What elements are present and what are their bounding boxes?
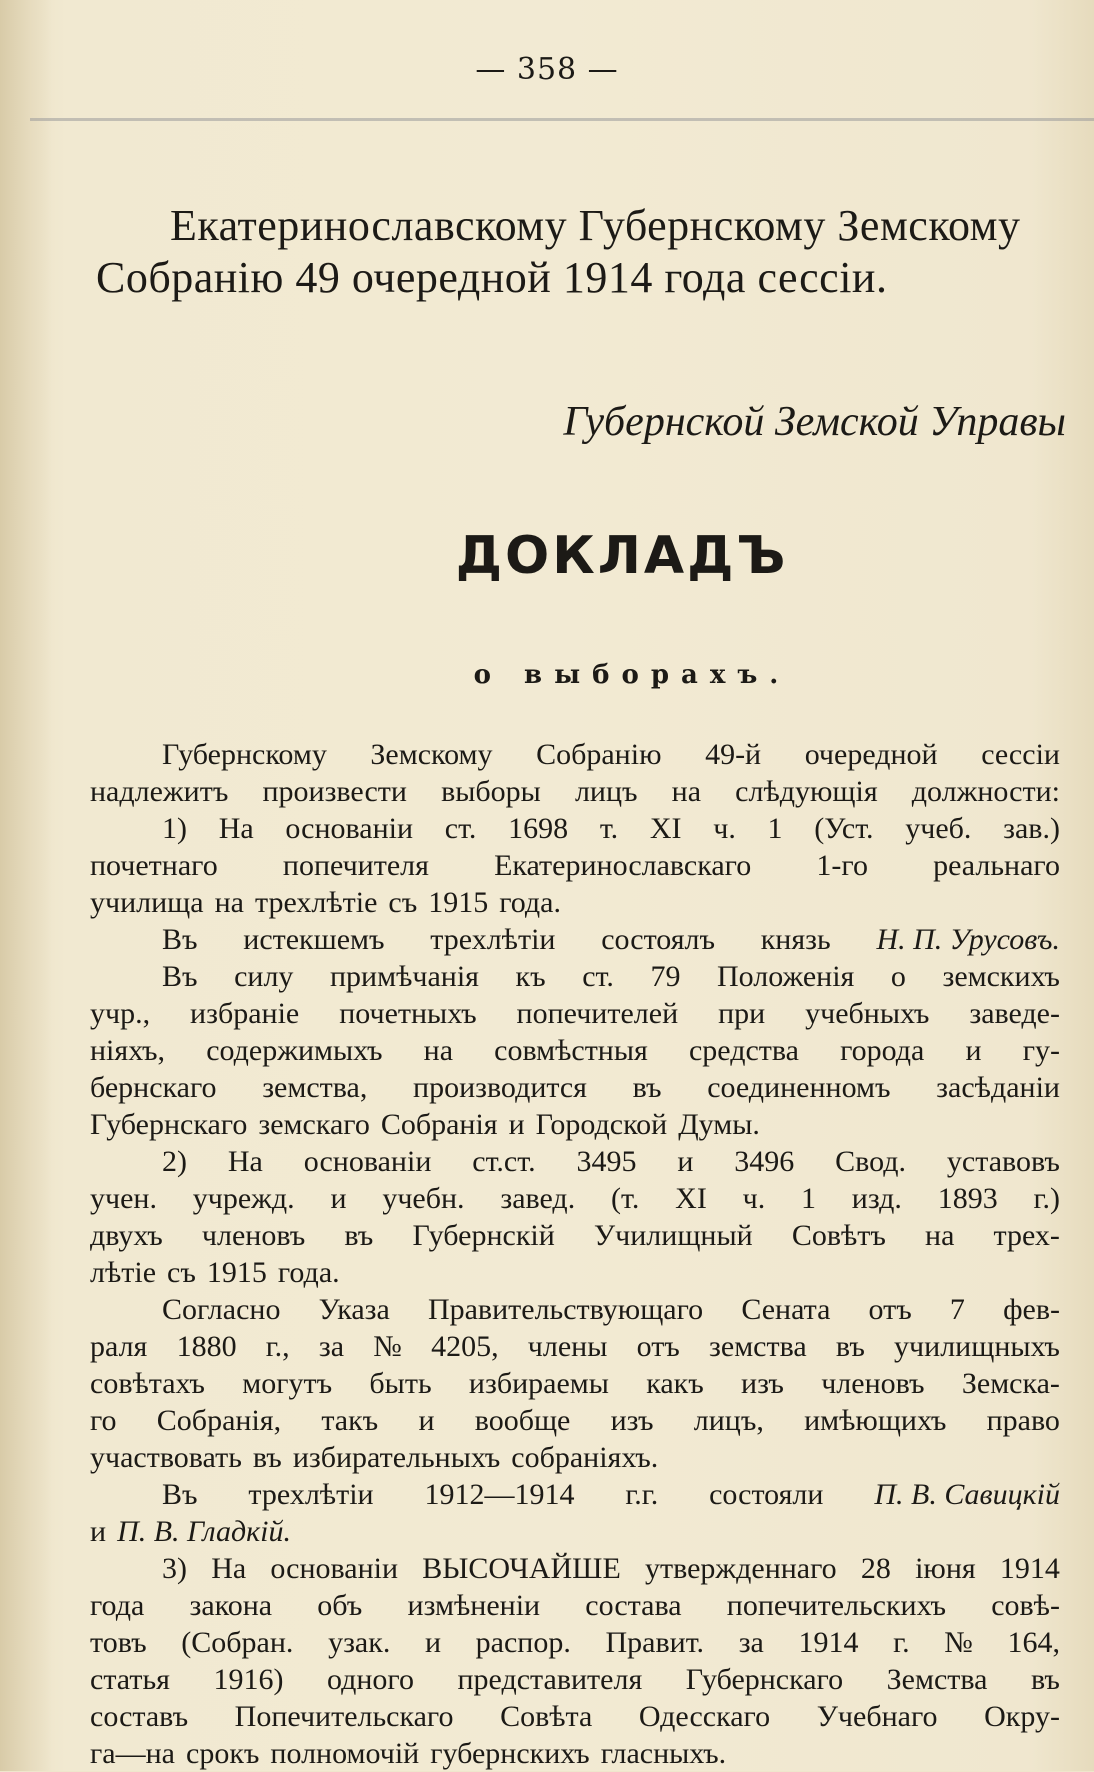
word: ст. bbox=[444, 812, 477, 845]
word: Положенія bbox=[717, 960, 855, 993]
word: составъ bbox=[90, 1700, 189, 1733]
word: изъ bbox=[741, 1367, 784, 1400]
page-left-edge bbox=[0, 0, 52, 1771]
word: На bbox=[211, 1552, 247, 1585]
text-line bbox=[90, 1624, 1060, 1661]
word: г., bbox=[265, 1330, 290, 1363]
word: 1) bbox=[162, 812, 187, 845]
word: 7 bbox=[949, 1293, 965, 1326]
word: къ bbox=[515, 960, 546, 993]
word: силу bbox=[234, 960, 294, 993]
document-subtitle: о выборахъ. bbox=[473, 660, 791, 690]
word: земскаго bbox=[258, 1108, 370, 1141]
word: съ bbox=[388, 886, 418, 919]
word: собраніяхъ. bbox=[511, 1441, 659, 1474]
word: (т. bbox=[611, 1182, 640, 1215]
word: ніяхъ, bbox=[90, 1034, 166, 1067]
word: т. bbox=[599, 812, 619, 845]
text-line bbox=[90, 1661, 1060, 1698]
word: представителя bbox=[457, 1663, 643, 1696]
word: закона bbox=[189, 1589, 273, 1622]
text-line bbox=[90, 1180, 1060, 1217]
word: имѣющихъ bbox=[804, 1404, 947, 1437]
top-rule bbox=[30, 118, 1094, 121]
word: земскихъ bbox=[942, 960, 1060, 993]
text-line bbox=[90, 1513, 1060, 1550]
word: трехлѣтіи bbox=[248, 1478, 374, 1511]
word: лѣтіе bbox=[90, 1256, 157, 1289]
word: гласныхъ. bbox=[600, 1737, 727, 1770]
word: попечителей bbox=[516, 997, 679, 1030]
word: слѣдующія bbox=[735, 775, 878, 808]
document-title: ДОКЛАДЪ bbox=[455, 526, 789, 586]
word: 1914 bbox=[798, 1626, 859, 1659]
word: Учебнаго bbox=[816, 1700, 938, 1733]
word: 164, bbox=[1007, 1626, 1060, 1659]
text-line bbox=[90, 1476, 1060, 1513]
word: могутъ bbox=[242, 1367, 333, 1400]
word: Губернскаго bbox=[90, 1108, 248, 1141]
text-line bbox=[90, 1550, 1060, 1587]
word: города bbox=[840, 1034, 925, 1067]
word: бернскаго bbox=[90, 1071, 217, 1104]
word: почетныхъ bbox=[339, 997, 477, 1030]
word: такъ bbox=[321, 1404, 379, 1437]
word: фев- bbox=[1003, 1293, 1060, 1326]
authority-line: Губернской Земской Управы bbox=[563, 399, 1066, 445]
word: и bbox=[965, 1034, 982, 1067]
word: учебн. bbox=[382, 1182, 465, 1215]
word: Одесскаго bbox=[638, 1700, 771, 1733]
heading-line-2: Собранію 49 очередной 1914 года сессіи. bbox=[96, 253, 888, 302]
word: полномочій bbox=[270, 1737, 420, 1770]
word: должности: bbox=[911, 775, 1060, 808]
word: участвовать bbox=[90, 1441, 242, 1474]
page-number: — 358 — bbox=[475, 52, 619, 87]
word: при bbox=[718, 997, 766, 1030]
word: гу- bbox=[1022, 1034, 1060, 1067]
word: утвержденнаго bbox=[644, 1552, 837, 1585]
word: ВЫСОЧАЙШЕ bbox=[422, 1552, 621, 1585]
word: срокъ bbox=[186, 1737, 260, 1770]
report-body bbox=[90, 736, 1060, 1772]
word: въ bbox=[252, 1441, 282, 1474]
word: земства, bbox=[262, 1071, 368, 1104]
word: Земска- bbox=[961, 1367, 1060, 1400]
word: статья bbox=[90, 1663, 170, 1696]
word: (Собран. bbox=[181, 1626, 294, 1659]
word: на bbox=[423, 1034, 454, 1067]
word: учен. bbox=[90, 1182, 157, 1215]
word: го bbox=[90, 1404, 117, 1437]
word: и bbox=[677, 1145, 694, 1178]
word: зав.) bbox=[1003, 812, 1060, 845]
word: Земства bbox=[886, 1663, 988, 1696]
word: Земскому bbox=[370, 738, 493, 771]
word: за bbox=[318, 1330, 345, 1363]
word: измѣненіи bbox=[407, 1589, 541, 1622]
word: Губернскій bbox=[412, 1219, 555, 1252]
text-line bbox=[90, 958, 1060, 995]
word: членовъ bbox=[201, 1219, 306, 1252]
text-line bbox=[90, 1328, 1060, 1365]
word: лицъ, bbox=[693, 1404, 764, 1437]
word: на bbox=[214, 886, 244, 919]
word: 1-го bbox=[816, 849, 868, 882]
word: ст.ст. bbox=[472, 1145, 536, 1178]
word: года. bbox=[499, 886, 561, 919]
word: ч. bbox=[742, 1182, 766, 1215]
word: узак. bbox=[328, 1626, 391, 1659]
word: изд. bbox=[851, 1182, 902, 1215]
word: 3) bbox=[162, 1552, 187, 1585]
word: учрежд. bbox=[192, 1182, 295, 1215]
text-line bbox=[90, 995, 1060, 1032]
text-line bbox=[90, 1032, 1060, 1069]
text-line bbox=[90, 1254, 1060, 1291]
word: раля bbox=[90, 1330, 148, 1363]
word: выборы bbox=[441, 775, 541, 808]
word: На bbox=[218, 812, 254, 845]
word: Собранія bbox=[380, 1108, 498, 1141]
word: въ bbox=[632, 1071, 662, 1104]
word: ст. bbox=[582, 960, 614, 993]
word: га—на bbox=[90, 1737, 175, 1770]
word: сессіи bbox=[981, 738, 1060, 771]
word: князь bbox=[760, 923, 831, 956]
word: избирательныхъ bbox=[292, 1441, 501, 1474]
word: почетнаго bbox=[90, 849, 218, 882]
word: члены bbox=[527, 1330, 608, 1363]
word: совмѣстныя bbox=[494, 1034, 648, 1067]
word: какъ bbox=[646, 1367, 704, 1400]
word: XI bbox=[649, 812, 682, 845]
word: совѣтахъ bbox=[90, 1367, 205, 1400]
word: 1 bbox=[767, 812, 783, 845]
word: № bbox=[944, 1626, 973, 1659]
word: быть bbox=[369, 1367, 432, 1400]
word: и bbox=[424, 1626, 442, 1659]
word: и bbox=[508, 1108, 525, 1141]
word: 3495 bbox=[576, 1145, 637, 1178]
word: 4205, bbox=[431, 1330, 499, 1363]
word: Совѣтъ bbox=[791, 1219, 886, 1252]
word: 79 bbox=[650, 960, 681, 993]
word: П. В. Савицкій bbox=[874, 1478, 1060, 1511]
word: года bbox=[90, 1589, 145, 1622]
word: совѣ- bbox=[991, 1589, 1060, 1622]
word: училища bbox=[90, 886, 204, 919]
word: попечителя bbox=[282, 849, 429, 882]
word: засѣданіи bbox=[936, 1071, 1060, 1104]
text-line bbox=[90, 1365, 1060, 1402]
word: вообще bbox=[474, 1404, 571, 1437]
word: право bbox=[986, 1404, 1060, 1437]
word: на bbox=[671, 775, 702, 808]
word: состава bbox=[585, 1589, 682, 1622]
word: завед. bbox=[500, 1182, 576, 1215]
word: учебныхъ bbox=[805, 997, 930, 1030]
text-line bbox=[90, 1291, 1060, 1328]
word: состояли bbox=[709, 1478, 824, 1511]
word: надлежитъ bbox=[90, 775, 229, 808]
word: ч. bbox=[713, 812, 736, 845]
word: 1915 bbox=[428, 886, 489, 919]
word: Согласно bbox=[162, 1293, 281, 1326]
word: 1914 bbox=[999, 1552, 1060, 1585]
text-line bbox=[90, 1735, 1060, 1772]
word: Въ bbox=[162, 960, 198, 993]
text-line bbox=[90, 847, 1060, 884]
text-line bbox=[90, 921, 1060, 958]
word: Собранія, bbox=[156, 1404, 282, 1437]
word: училищныхъ bbox=[894, 1330, 1060, 1363]
word: учр., bbox=[90, 997, 151, 1030]
word: заведе- bbox=[969, 997, 1060, 1030]
word: очередной bbox=[804, 738, 938, 771]
word: Въ bbox=[162, 923, 198, 956]
word: одного bbox=[326, 1663, 414, 1696]
word: земства bbox=[709, 1330, 807, 1363]
word: товъ bbox=[90, 1626, 147, 1659]
word: избираемы bbox=[468, 1367, 609, 1400]
word: г. bbox=[893, 1626, 910, 1659]
word: 49-й bbox=[705, 738, 762, 771]
word: съ bbox=[167, 1256, 196, 1289]
word: двухъ bbox=[90, 1219, 163, 1252]
word: Н. П. Урусовъ. bbox=[876, 923, 1060, 956]
word: содержимыхъ bbox=[206, 1034, 383, 1067]
word: и bbox=[90, 1515, 107, 1548]
word: о bbox=[890, 960, 906, 993]
text-line bbox=[90, 810, 1060, 847]
text-line bbox=[90, 1402, 1060, 1439]
word: и bbox=[418, 1404, 435, 1437]
word: Совѣта bbox=[500, 1700, 593, 1733]
word: изъ bbox=[610, 1404, 654, 1437]
text-line bbox=[90, 1217, 1060, 1254]
text-line bbox=[90, 1698, 1060, 1735]
text-line bbox=[90, 884, 1060, 921]
word: П. В. Гладкій. bbox=[117, 1515, 292, 1548]
word: Собранію bbox=[536, 738, 662, 771]
word: произвести bbox=[262, 775, 407, 808]
word: въ bbox=[1031, 1663, 1060, 1696]
word: отъ bbox=[868, 1293, 912, 1326]
word: трехлѣтіи bbox=[430, 923, 556, 956]
word: трехлѣтіе bbox=[254, 886, 378, 919]
word: избраніе bbox=[190, 997, 300, 1030]
word: соединенномъ bbox=[707, 1071, 891, 1104]
word: Въ bbox=[162, 1478, 198, 1511]
word: попечительскихъ bbox=[726, 1589, 946, 1622]
word: Думы. bbox=[678, 1108, 760, 1141]
word: 28 bbox=[860, 1552, 891, 1585]
word: основаніи bbox=[285, 812, 414, 845]
word: распор. bbox=[475, 1626, 571, 1659]
word: губернскихъ bbox=[430, 1737, 590, 1770]
word: года. bbox=[277, 1256, 340, 1289]
word: № bbox=[373, 1330, 402, 1363]
word: отъ bbox=[636, 1330, 680, 1363]
address-heading bbox=[96, 200, 1076, 304]
word: 1 bbox=[801, 1182, 816, 1215]
word: 1912—1914 bbox=[424, 1478, 575, 1511]
text-line bbox=[90, 1069, 1060, 1106]
word: 1916) bbox=[213, 1663, 284, 1696]
word: состоялъ bbox=[601, 923, 715, 956]
word: 3496 bbox=[734, 1145, 795, 1178]
word: реальнаго bbox=[933, 849, 1060, 882]
word: членовъ bbox=[821, 1367, 925, 1400]
word: Правит. bbox=[605, 1626, 705, 1659]
text-line bbox=[90, 773, 1060, 810]
word: въ bbox=[835, 1330, 865, 1363]
word: за bbox=[738, 1626, 764, 1659]
word: Правительствующаго bbox=[427, 1293, 704, 1326]
word: и bbox=[330, 1182, 347, 1215]
word: основаніи bbox=[270, 1552, 399, 1585]
word: лицъ bbox=[574, 775, 638, 808]
word: Городской bbox=[535, 1108, 668, 1141]
word: производится bbox=[413, 1071, 587, 1104]
word: истекшемъ bbox=[243, 923, 385, 956]
word: На bbox=[227, 1145, 263, 1178]
word: Сената bbox=[741, 1293, 831, 1326]
word: уставовъ bbox=[946, 1145, 1060, 1178]
word: 1915 bbox=[206, 1256, 267, 1289]
word: Екатеринославскаго bbox=[494, 849, 752, 882]
text-line bbox=[90, 1106, 1060, 1143]
word: 2) bbox=[162, 1145, 187, 1178]
word: трех- bbox=[993, 1219, 1060, 1252]
heading-line-1: Екатеринославскому Губернскому Земскому bbox=[170, 201, 1021, 250]
word: г.) bbox=[1033, 1182, 1060, 1215]
word: 1698 bbox=[508, 812, 569, 845]
word: объ bbox=[317, 1589, 363, 1622]
word: примѣчанія bbox=[330, 960, 479, 993]
text-line bbox=[90, 1439, 1060, 1476]
word: Указа bbox=[318, 1293, 390, 1326]
word: Губернскаго bbox=[685, 1663, 844, 1696]
word: 1880 bbox=[176, 1330, 237, 1363]
word: Попечительскаго bbox=[234, 1700, 454, 1733]
word: на bbox=[925, 1219, 955, 1252]
word: (Уст. bbox=[814, 812, 874, 845]
word: іюня bbox=[915, 1552, 976, 1585]
word: Свод. bbox=[835, 1145, 907, 1178]
word: Окру- bbox=[984, 1700, 1060, 1733]
text-line bbox=[90, 1587, 1060, 1624]
text-line bbox=[90, 736, 1060, 773]
word: Губернскому bbox=[162, 738, 327, 771]
word: XI bbox=[675, 1182, 707, 1215]
word: въ bbox=[344, 1219, 374, 1252]
word: учеб. bbox=[905, 812, 972, 845]
word: Училищный bbox=[593, 1219, 753, 1252]
word: основаніи bbox=[303, 1145, 432, 1178]
word: средства bbox=[688, 1034, 799, 1067]
text-line bbox=[90, 1143, 1060, 1180]
word: 1893 bbox=[937, 1182, 998, 1215]
word: г.г. bbox=[625, 1478, 659, 1511]
